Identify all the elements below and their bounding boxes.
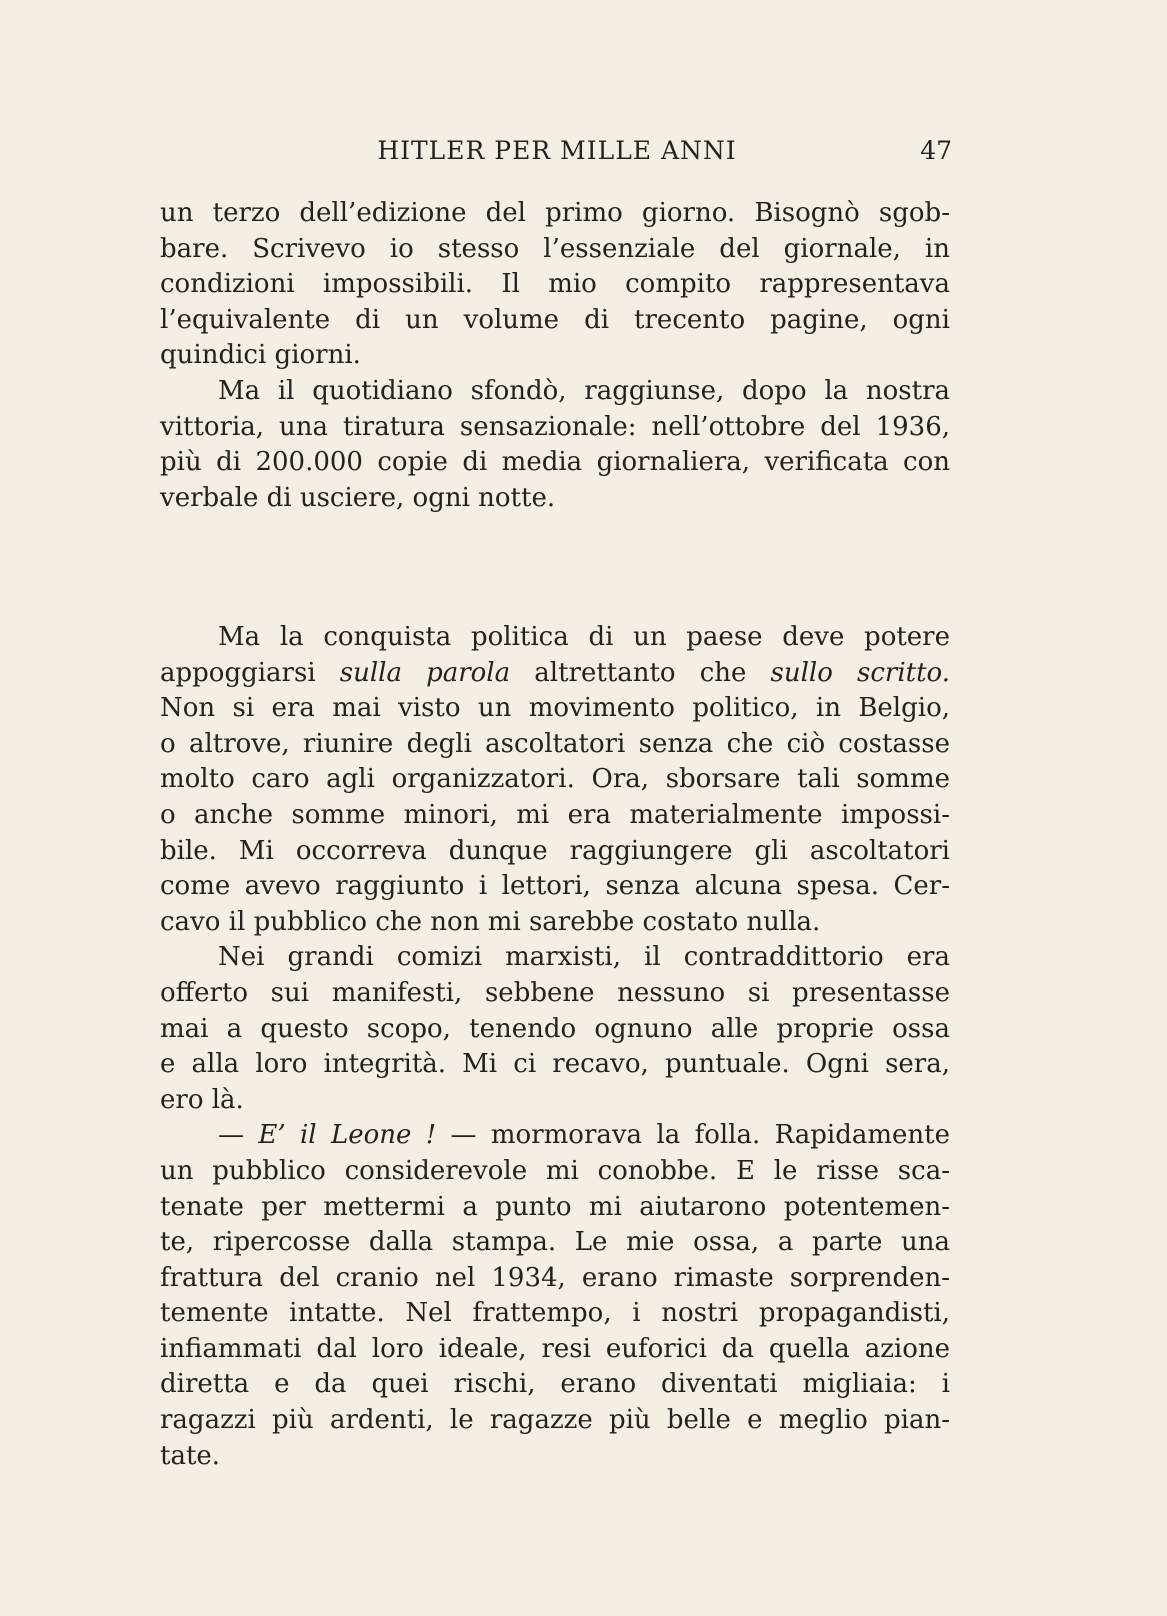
text-line: tate. bbox=[160, 1440, 221, 1471]
text-line: condizioni impossibili. Il mio compito rappresentava bbox=[160, 269, 950, 300]
text-line: bile. Mi occorreva dunque raggiungere gli ascoltatori bbox=[160, 835, 950, 866]
text-line: Ma il quotidiano sfondò, raggiunse, dopo la nostra bbox=[218, 375, 950, 406]
text-line: vittoria, una tiratura sensazionale: nell’ottobre del 1936, bbox=[160, 411, 950, 442]
text-line: o anche somme minori, mi era materialmente impossi- bbox=[160, 799, 950, 830]
text-line: Ma la conquista politica di un paese deve potere bbox=[218, 622, 950, 652]
text-line: come avevo raggiunto i lettori, senza alcuna spesa. Cer- bbox=[160, 871, 950, 902]
text-line: infiammati dal loro ideale, resi euforici da quella azione bbox=[160, 1333, 950, 1364]
text-line: quindici giorni. bbox=[160, 340, 361, 371]
running-title: HITLER PER MILLE ANNI bbox=[377, 136, 737, 165]
text-line: bare. Scrivevo io stesso l’essenziale del giornale, in bbox=[160, 233, 950, 264]
page-header bbox=[162, 136, 952, 172]
italic-text: sullo scritto. bbox=[770, 657, 950, 688]
body-text-section-2 bbox=[160, 620, 950, 1474]
text-line: te, ripercosse dalla stampa. Le mie ossa, a parte una bbox=[160, 1227, 950, 1258]
text-line: ragazzi più ardenti, le ragazze più belle e meglio pian- bbox=[160, 1405, 950, 1436]
text-line: un terzo dell’edizione del primo giorno. Bisognò sgob- bbox=[160, 198, 950, 228]
text-line: Nei grandi comizi marxisti, il contraddittorio era bbox=[218, 942, 950, 973]
text-line: mai a questo scopo, tenendo ognuno alle proprie ossa bbox=[160, 1013, 950, 1044]
text-line: molto caro agli organizzatori. Ora, sborsare tali somme bbox=[160, 764, 950, 795]
text-line: appoggiarsi sulla parola altrettanto che sullo scritto. bbox=[160, 657, 950, 688]
text-line: e alla loro integrità. Mi ci recavo, puntuale. Ogni sera, bbox=[160, 1049, 950, 1080]
page-number: 47 bbox=[920, 136, 952, 165]
text-line: più di 200.000 copie di media giornaliera, verificata con bbox=[160, 447, 950, 478]
body-text-section-1 bbox=[160, 196, 950, 516]
text-line: offerto sui manifesti, sebbene nessuno si presentasse bbox=[160, 977, 950, 1008]
text-line: ero là. bbox=[160, 1084, 244, 1115]
text-line: l’equivalente di un volume di trecento pagine, ogni bbox=[160, 304, 950, 335]
text-line: tenate per mettermi a punto mi aiutarono potentemen- bbox=[160, 1191, 950, 1222]
text-line: un pubblico considerevole mi conobbe. E le risse sca- bbox=[160, 1155, 950, 1186]
italic-text: E’ il Leone ! bbox=[258, 1120, 437, 1151]
text-line: cavo il pubblico che non mi sarebbe costato nulla. bbox=[160, 906, 821, 937]
text-line: verbale di usciere, ogni notte. bbox=[160, 482, 556, 513]
italic-text: sulla parola bbox=[339, 657, 511, 688]
text-line: frattura del cranio nel 1934, erano rimaste sorprenden- bbox=[160, 1262, 950, 1293]
text-line: diretta e da quei rischi, erano diventati migliaia: i bbox=[160, 1369, 950, 1400]
text-line: temente intatte. Nel frattempo, i nostri propagandisti, bbox=[160, 1298, 950, 1329]
text-line: Non si era mai visto un movimento politico, in Belgio, bbox=[160, 693, 950, 724]
text-line: o altrove, riunire degli ascoltatori senza che ciò costasse bbox=[160, 728, 950, 759]
text-line: — E’ il Leone ! — mormorava la folla. Rapidamente bbox=[218, 1120, 951, 1151]
